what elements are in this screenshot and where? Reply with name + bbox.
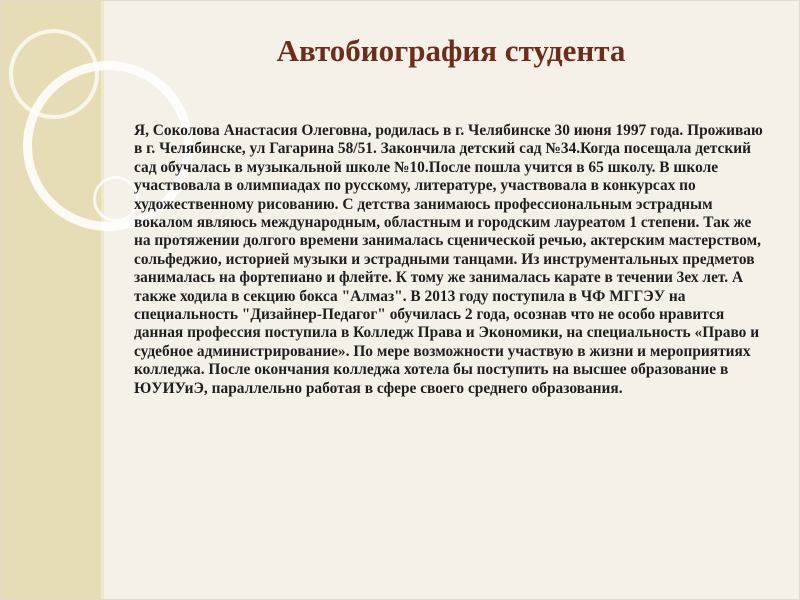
autobiography-text: Я, Соколова Анастасия Олеговна, родилась в г. Челябинске 30 июня 1997 года. Проживаю в г. Челябинске, ул Гагарина 58/51. Закончила детский сад №34.Когда посещала детский сад обучалась в музыкальной школе №10.После пошла учится в 65 школу. В школе участвовала в олимпиадах по русскому, литературе, участвовала в конкурсах по художественному рисованию. С детства занимаюсь профессиональным эстрадным вокалом являюсь международным, областным и городским лауреатом 1 степени. Так же на протяжении долгого времени занималась сценической речью, актерским мастерством, сольфеджио, историей музыки и эстрадными танцами. Из инструментальных предметов занималась на фортепиано и флейте. К тому же занималась карате в течении 3ех лет. А также ходила в секцию бокса "Алмаз". В 2013 году поступила в ЧФ МГГЭУ на специальность "Дизайнер-Педагог" обучилась 2 года, осознав что не особо нравится данная профессия поступила в Колледж Права и Экономики, на специальность «Право и судебное администрирование». По мере возможности участвую в жизни и мероприятиях колледжа. После окончания колледжа хотела бы поступить на высшее образование в ЮУИУиЭ, параллельно работая в сфере своего среднего образования. [134,122,763,397]
slide-title: Автобиография студента [276,33,626,68]
decorative-ring-tiny [93,176,139,222]
